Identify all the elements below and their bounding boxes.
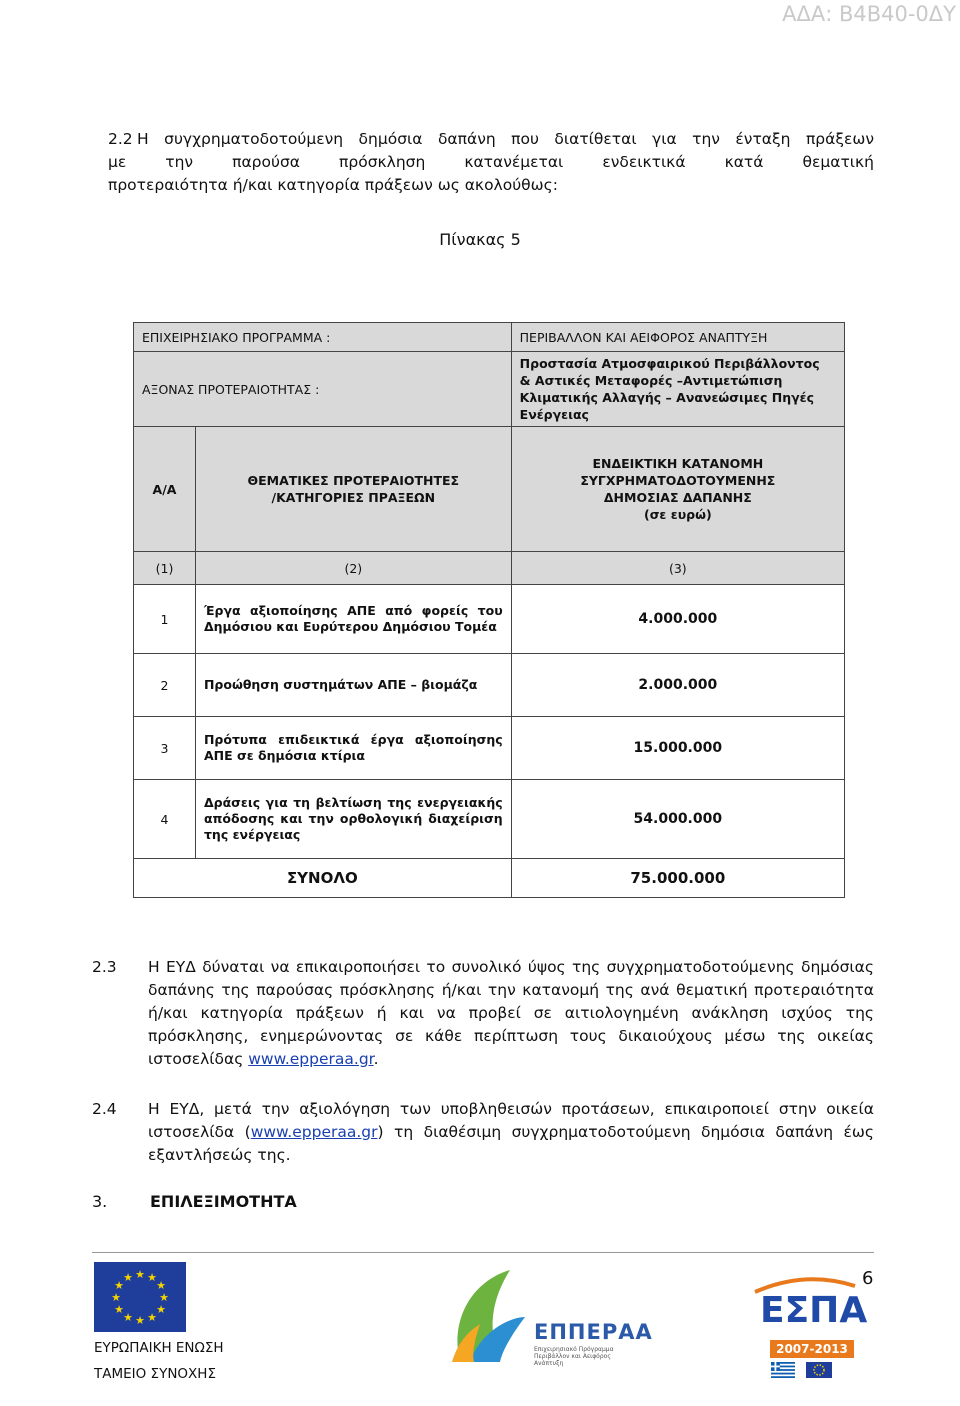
row-amount: 4.000.000 [511,585,844,654]
section-line-1: Η συγχρηματοδοτούμενη δημόσια δαπάνη που διατίθεται για την ένταξη πράξεων [137,130,874,148]
svg-text:★: ★ [135,1268,145,1281]
index-1: (1) [134,552,196,585]
row-description: Πρότυπα επιδεικτικά έργα αξιοποίησης ΑΠΕ σε δημόσια κτίρια [195,717,511,780]
row-aa: 3 [134,717,196,780]
col-priorities-header [195,427,511,552]
total-value: 75.000.000 [511,859,844,898]
col-priorities-line-1: ΘΕΜΑΤΙΚΕΣ ΠΡΟΤΕΡΑΙΟΤΗΤΕΣ [247,473,460,488]
index-2: (2) [195,552,511,585]
svg-text:★: ★ [147,1311,157,1324]
espa-logo-text: ΕΣΠΑ [760,1290,868,1331]
epperaa-link[interactable]: www.epperaa.gr [248,1050,374,1068]
greek-flag-icon [770,1362,796,1378]
index-3: (3) [511,552,844,585]
section-text: Η ΕΥΔ, μετά την αξιολόγηση των υποβληθεισών προτάσεων, επικαιροποιεί στην οικεία ιστοσελίδα ( [148,1100,874,1141]
svg-text:★: ★ [156,1303,166,1316]
table-row [134,585,845,654]
section-text: Η ΕΥΔ δύναται να επικαιροποιήσει το συνολικό ύψος της συγχρηματοδοτούμενης δημόσιας δαπάνης της παρούσας πρόσκλησης ή/και την κατανομή της ανά θεματική προτεραιότητα ή/και κατηγορία πράξεων ή και να προβεί σε αιτιολογημένη ανάκληση ισχύος της πρόσκλησης, ενημερώνοντας σε κάθε περίπτωση τους δικαιούχους μέσω της οικείας ιστοσελίδας [148,958,874,1068]
section-number: 3. [92,1192,108,1211]
allocation-table [133,322,845,898]
row-aa: 2 [134,654,196,717]
ada-watermark: ΑΔΑ: Β4Β40-0ΔΥ [782,2,956,26]
cohesion-fund-label: ΤΑΜΕΙΟ ΣΥΝΟΧΗΣ [94,1366,216,1382]
col-alloc-line-2: ΣΥΓΧΡΗΜΑΤΟΔΟΤΟΥΜΕΝΗΣ [580,473,776,488]
svg-text:★: ★ [147,1271,157,1284]
col-alloc-line-1: ΕΝΔΕΙΚΤΙΚΗ ΚΑΤΑΝΟΜΗ [592,456,764,471]
col-alloc-line-3: ΔΗΜΟΣΙΑΣ ΔΑΠΑΝΗΣ [603,490,752,505]
section-title: ΕΠΙΛΕΞΙΜΟΤΗΤΑ [150,1192,297,1211]
svg-text:★: ★ [156,1279,166,1292]
section-2-2 [108,128,874,197]
table-title: Πίνακας 5 [439,230,521,249]
section-number: 2.2 [108,130,133,148]
col-allocation-header [511,427,844,552]
row-amount: 2.000.000 [511,654,844,717]
eu-mini-flag-icon [806,1362,832,1378]
section-line-3: προτεραιότητα ή/και κατηγορία πράξεων ως ακολούθως: [108,176,558,194]
section-text-end: ) τη διαθέσιμη συγχρηματοδοτούμενη δημόσια δαπάνη έως εξαντλήσεώς της. [148,1123,874,1164]
svg-text:★: ★ [114,1279,124,1292]
row-amount: 15.000.000 [511,717,844,780]
col-aa-header: Α/Α [134,427,196,552]
section-text-end: . [373,1050,379,1068]
section-body [148,1098,874,1167]
eu-flag-icon [94,1262,186,1332]
svg-text:★: ★ [114,1303,124,1316]
row-description: Έργα αξιοποίησης ΑΠΕ από φορείς του Δημόσιου και Ευρύτερου Δημόσιου Τομέα [195,585,511,654]
espa-logo-years: 2007-2013 [770,1340,854,1358]
col-priorities-line-2: /ΚΑΤΗΓΟΡΙΕΣ ΠΡΑΞΕΩΝ [271,490,436,505]
epperaa-logo-icon [440,1262,530,1372]
total-label: ΣΥΝΟΛΟ [134,859,512,898]
row-description: Δράσεις για τη βελτίωση της ενεργειακής απόδοσης και την ορθολογική διαχείριση της ενέργειας [195,780,511,859]
svg-text:★: ★ [159,1291,169,1304]
epperaa-logo-text: ΕΠΠΕΡΑΑ [534,1320,653,1344]
epperaa-logo-subtitle: Επιχειρησιακό Πρόγραμμα Περιβάλλον και Αειφόρος Ανάπτυξη [534,1346,614,1367]
page-number: 6 [862,1268,874,1289]
svg-text:★: ★ [111,1291,121,1304]
program-value: ΠΕΡΙΒΑΛΛΟΝ ΚΑΙ ΑΕΙΦΟΡΟΣ ΑΝΑΠΤΥΞΗ [511,323,844,352]
row-description: Προώθηση συστημάτων ΑΠΕ – βιομάζα [195,654,511,717]
axis-value: Προστασία Ατμοσφαιρικού Περιβάλλοντος & Αστικές Μεταφορές –Αντιμετώπιση Κλιματικής Αλλαγής – Ανανεώσιμες Πηγές Ενέργειας [511,352,844,427]
section-3 [92,1192,297,1211]
axis-label: ΑΞΟΝΑΣ ΠΡΟΤΕΡΑΙΟΤΗΤΑΣ : [134,352,512,427]
total-row [134,859,845,898]
row-amount: 54.000.000 [511,780,844,859]
row-aa: 1 [134,585,196,654]
section-number: 2.3 [92,958,117,976]
section-number: 2.4 [92,1100,117,1118]
table-row [134,654,845,717]
col-alloc-line-4: (σε ευρώ) [643,507,712,522]
table-row [134,717,845,780]
section-2-4 [92,1098,874,1167]
section-body [148,956,874,1071]
eu-label: ΕΥΡΩΠΑΙΚΗ ΕΝΩΣΗ [94,1340,224,1356]
svg-text:★: ★ [135,1314,145,1327]
row-aa: 4 [134,780,196,859]
section-2-3 [92,956,874,1071]
footer-divider [92,1252,874,1253]
epperaa-link[interactable]: www.epperaa.gr [250,1123,378,1141]
svg-text:★: ★ [123,1271,133,1284]
svg-text:★: ★ [123,1311,133,1324]
table-row [134,780,845,859]
program-label: ΕΠΙΧΕΙΡΗΣΙΑΚΟ ΠΡΟΓΡΑΜΜΑ : [134,323,512,352]
section-line-2: με την παρούσα πρόσκληση κατανέμεται ενδεικτικά κατά θεματική [108,153,874,171]
